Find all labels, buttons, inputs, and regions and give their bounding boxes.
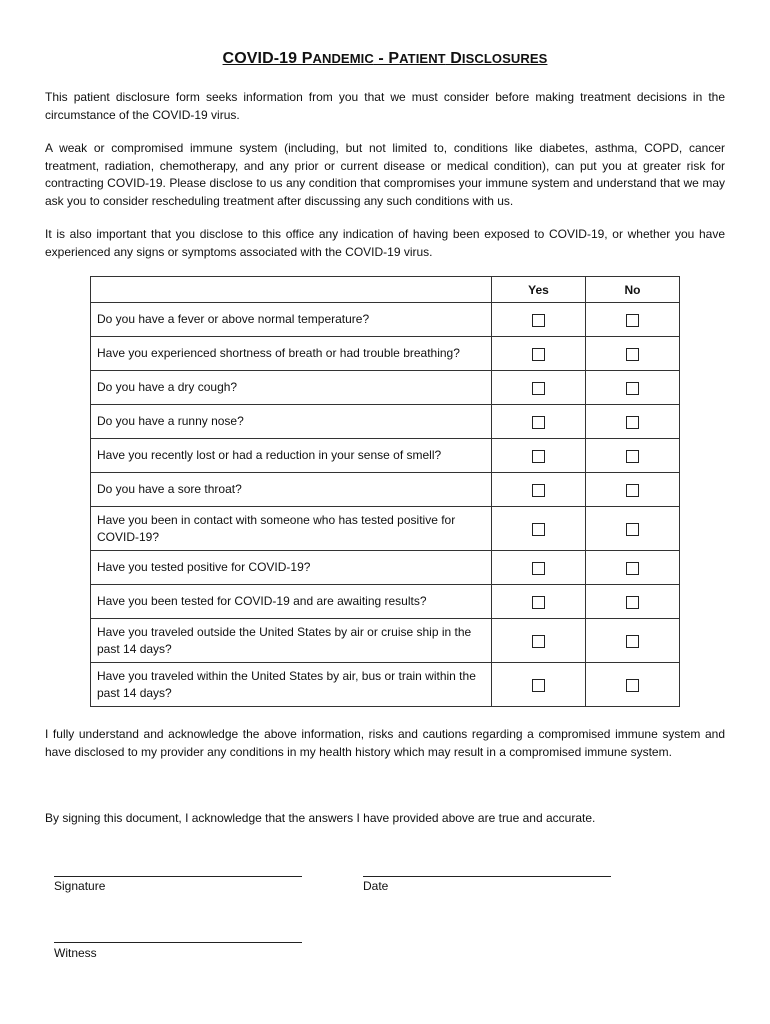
witness-label: Witness xyxy=(54,946,97,960)
signature-label: Signature xyxy=(54,879,106,893)
yes-checkbox[interactable] xyxy=(532,523,545,536)
table-row xyxy=(91,405,680,439)
no-checkbox[interactable] xyxy=(626,562,639,575)
no-checkbox[interactable] xyxy=(626,484,639,497)
question-text: Have you traveled outside the United States by air or cruise ship in the past 14 days? xyxy=(91,619,492,663)
no-checkbox[interactable] xyxy=(626,416,639,429)
date-line[interactable] xyxy=(363,876,611,877)
table-row xyxy=(91,439,680,473)
no-header: No xyxy=(586,277,680,303)
intro-paragraph: This patient disclosure form seeks information from you that we must consider before making treatment decisions in the circumstance of the COVID-19 virus. xyxy=(45,90,725,122)
table-row xyxy=(91,371,680,405)
table-row xyxy=(91,303,680,337)
yes-checkbox[interactable] xyxy=(532,416,545,429)
yes-checkbox[interactable] xyxy=(532,314,545,327)
question-text: Have you been in contact with someone who has tested positive for COVID-19? xyxy=(91,507,492,551)
yes-checkbox[interactable] xyxy=(532,679,545,692)
yes-header: Yes xyxy=(492,277,586,303)
yes-checkbox[interactable] xyxy=(532,450,545,463)
screening-questions-table xyxy=(90,276,680,707)
table-row xyxy=(91,473,680,507)
no-checkbox[interactable] xyxy=(626,450,639,463)
immune-system-paragraph: A weak or compromised immune system (including, but not limited to, conditions like diabetes, asthma, COPD, cancer treatment, radiation, chemotherapy, and any prior or current disease or medical condition), can put you at greater risk for contracting COVID-19. Please disclose to us any condition that compromises your immune system and understand that we may ask you to consider rescheduling treatment after discussing any such conditions with us. xyxy=(45,141,725,208)
no-checkbox[interactable] xyxy=(626,348,639,361)
question-text: Have you experienced shortness of breath or had trouble breathing? xyxy=(91,337,492,371)
table-row xyxy=(91,507,680,551)
no-checkbox[interactable] xyxy=(626,382,639,395)
question-text: Do you have a dry cough? xyxy=(91,371,492,405)
table-header-row xyxy=(91,277,680,303)
yes-checkbox[interactable] xyxy=(532,348,545,361)
question-text: Have you tested positive for COVID-19? xyxy=(91,551,492,585)
exposure-paragraph: It is also important that you disclose to this office any indication of having been exposed to COVID-19, or whether you have experienced any signs or symptoms associated with the COVID-19 virus. xyxy=(45,227,725,259)
date-label: Date xyxy=(363,879,389,893)
signature-line[interactable] xyxy=(54,876,302,877)
question-text: Have you been tested for COVID-19 and are awaiting results? xyxy=(91,585,492,619)
yes-checkbox[interactable] xyxy=(532,596,545,609)
table-row xyxy=(91,663,680,707)
no-checkbox[interactable] xyxy=(626,314,639,327)
question-text: Do you have a sore throat? xyxy=(91,473,492,507)
yes-checkbox[interactable] xyxy=(532,635,545,648)
question-header xyxy=(91,277,492,303)
acknowledgement-paragraph: I fully understand and acknowledge the above information, risks and cautions regarding a compromised immune system and have disclosed to my provider any conditions in my health history which may result in a compromised immune system. xyxy=(45,727,725,759)
yes-checkbox[interactable] xyxy=(532,562,545,575)
yes-checkbox[interactable] xyxy=(532,382,545,395)
question-text: Do you have a runny nose? xyxy=(91,405,492,439)
question-text: Have you traveled within the United States by air, bus or train within the past 14 days? xyxy=(91,663,492,707)
witness-line[interactable] xyxy=(54,942,302,943)
no-checkbox[interactable] xyxy=(626,523,639,536)
table-row xyxy=(91,619,680,663)
yes-checkbox[interactable] xyxy=(532,484,545,497)
attestation-paragraph: By signing this document, I acknowledge that the answers I have provided above are true and accurate. xyxy=(45,811,596,825)
question-text: Have you recently lost or had a reduction in your sense of smell? xyxy=(91,439,492,473)
no-checkbox[interactable] xyxy=(626,635,639,648)
page-title: COVID-19 PANDEMIC - PATIENT DISCLOSURES xyxy=(222,50,548,67)
table-row xyxy=(91,337,680,371)
question-text: Do you have a fever or above normal temperature? xyxy=(91,303,492,337)
table-row xyxy=(91,551,680,585)
table-row xyxy=(91,585,680,619)
no-checkbox[interactable] xyxy=(626,596,639,609)
no-checkbox[interactable] xyxy=(626,679,639,692)
